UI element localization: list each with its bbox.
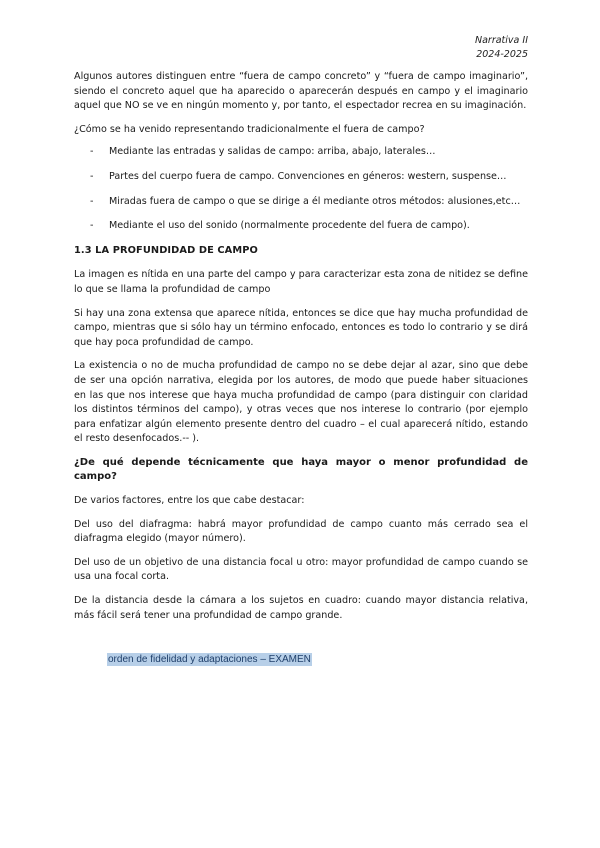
paragraph: La existencia o no de mucha profundidad de campo no se debe dejar al azar, sino que debe de ser una opción narrativa, elegida por los autores, de modo que puede haber situaciones en las que nos interese que haya mucha profundidad de campo (para distinguir con claridad los distintos términos del campo), y otras veces que nos interese lo contrario (por ejemplo para enfatizar algún elemento presente dentro del cuadro – el cual aparecerá nítido, estando el resto desenfocados.-- ). bbox=[74, 360, 528, 445]
header-course: Narrativa II bbox=[475, 35, 528, 46]
highlighted-note: orden de fidelidad y adaptaciones – EXAMEN bbox=[108, 654, 311, 666]
highlight-note-container bbox=[74, 653, 528, 668]
list-item: - Miradas fuera de campo o que se dirige a él mediante otros métodos: alusiones,etc… bbox=[74, 195, 528, 210]
document-body bbox=[74, 70, 528, 668]
list-item: - Mediante las entradas y salidas de campo: arriba, abajo, laterales… bbox=[74, 145, 528, 160]
section-heading: 1.3 LA PROFUNDIDAD DE CAMPO bbox=[74, 244, 258, 256]
representation-list bbox=[74, 145, 528, 233]
question-depth: ¿De qué depende técnicamente que haya mayor o menor profundidad de campo? bbox=[74, 456, 528, 483]
dash-bullet: - bbox=[90, 220, 94, 232]
page-header bbox=[475, 34, 528, 62]
list-item: - Partes del cuerpo fuera de campo. Convenciones en géneros: western, suspense… bbox=[74, 170, 528, 185]
paragraph: La imagen es nítida en una parte del campo y para caracterizar esta zona de nitidez se define lo que se llama la profundidad de campo bbox=[74, 269, 528, 295]
factors-intro: De varios factores, entre los que cabe destacar: bbox=[74, 495, 305, 507]
list-item: - Mediante el uso del sonido (normalmente procedente del fuera de campo). bbox=[74, 219, 528, 234]
factor-paragraph: Del uso de un objetivo de una distancia focal u otro: mayor profundidad de campo cuando se usa una focal corta. bbox=[74, 556, 528, 583]
question-representation: ¿Cómo se ha venido representando tradicionalmente el fuera de campo? bbox=[74, 123, 425, 135]
factor-paragraph: Del uso del diafragma: habrá mayor profundidad de campo cuanto más cerrado sea el diafragma elegido (mayor número). bbox=[74, 518, 528, 545]
header-year: 2024-2025 bbox=[476, 49, 528, 60]
dash-bullet: - bbox=[90, 195, 94, 207]
paragraph: Si hay una zona extensa que aparece nítida, entonces se dice que hay mucha profundidad de campo, mientras que si sólo hay un término enfocado, entonces es todo lo contrario y se dirá que hay poca profundidad de campo. bbox=[74, 307, 528, 348]
dash-bullet: - bbox=[90, 170, 94, 182]
dash-bullet: - bbox=[90, 146, 94, 158]
intro-paragraph: Algunos autores distinguen entre “fuera de campo concreto” y “fuera de campo imaginario”, siendo el concreto aquel que ha aparecido o aparecerán después en campo y el imaginario aquel que NO se ve en ningún momento y, por tanto, el espectador recrea en su imaginación. bbox=[74, 71, 528, 112]
factor-paragraph: De la distancia desde la cámara a los sujetos en cuadro: cuando mayor distancia relativa, más fácil será tener una profundidad de campo grande. bbox=[74, 595, 528, 621]
